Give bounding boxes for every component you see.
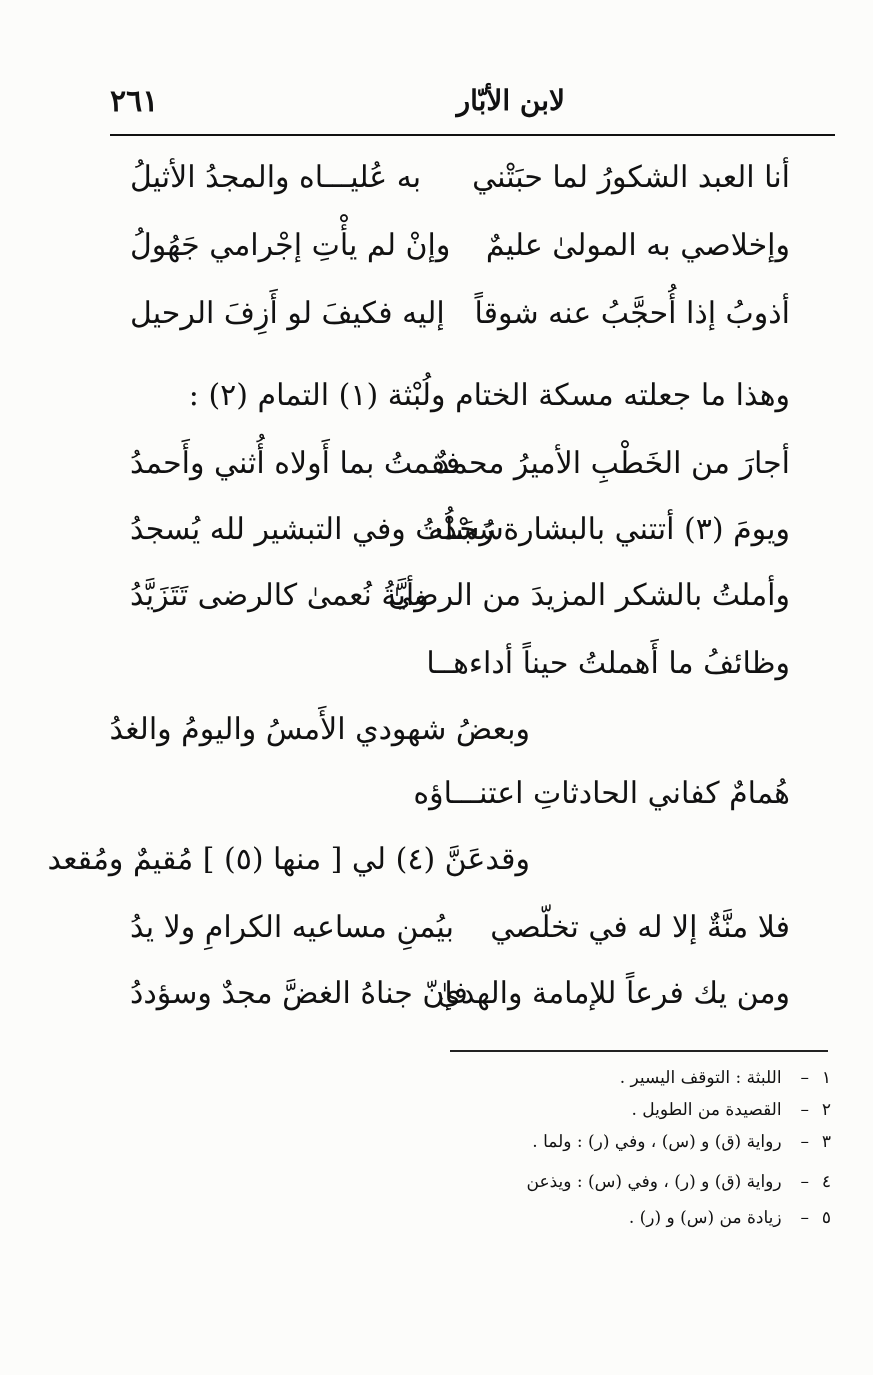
footnote-text: اللبثة : التوقف اليسير . xyxy=(619,1068,782,1088)
verse-first-hemistich: فلا منَّةٌ إلا له في تخلّصي xyxy=(490,910,790,945)
footnote-number: ٢ xyxy=(821,1100,831,1120)
verse-first-hemistich: ومن يك فرعاً للإمامة والهدىٰ xyxy=(437,976,790,1011)
footnote-rule xyxy=(450,1050,828,1052)
verse-second-hemistich: به عُليـــاه والمجدُ الأثيلُ xyxy=(130,160,422,195)
verse-second-hemistich: فإنّ جناهُ الغضَّ مجدٌ وسؤددُ xyxy=(130,976,468,1011)
running-title: لابن الأبّار xyxy=(456,84,565,117)
footnote-text: رواية (ق) و (ر) ، وفي (س) : ويذعن xyxy=(526,1172,782,1192)
footnote-number: ١ xyxy=(821,1068,831,1088)
verse-line xyxy=(110,446,790,506)
footnote-number: ٤ xyxy=(821,1172,831,1192)
footnote-text: القصيدة من الطويل . xyxy=(631,1100,782,1120)
verse-second-hemistich: بيُمنِ مساعيه الكرامِ ولا يدُ xyxy=(130,910,454,945)
prose-line xyxy=(110,646,790,706)
footnote: ٢– القصيدة من الطويل . xyxy=(631,1100,831,1120)
footnote-number: ٣ xyxy=(821,1132,831,1152)
verse-second-hemistich: إليه فكيفَ لو أَزِفَ الرحيل xyxy=(130,296,445,331)
prose-line xyxy=(47,842,790,902)
verse-line xyxy=(110,578,790,638)
verse-first-hemistich: وإخلاصي به المولىٰ عليمٌ xyxy=(485,228,790,263)
footnote: ١– اللبثة : التوقف اليسير . xyxy=(619,1068,831,1088)
verse-line xyxy=(110,910,790,970)
verse-second-hemistich: وأيَّةُ نُعمىٰ كالرضى تَتَزَيَّدُ xyxy=(130,578,429,613)
prose-line xyxy=(110,712,790,772)
verse-first-hemistich: أجارَ من الخَطْبِ الأميرُ محمدٌ xyxy=(435,446,790,481)
verse-line xyxy=(110,228,790,288)
prose-text: وبعضُ شهودي الأَمسُ واليومُ والغدُ xyxy=(109,712,530,747)
prose-text: وهذا ما جعلته مسكة الختام ولُبْثة (١) التمام (٢) : xyxy=(188,378,790,413)
prose-text: وظائفُ ما أَهملتُ حيناً أداءهــا xyxy=(426,646,790,681)
prose-line xyxy=(110,378,790,438)
header-rule xyxy=(110,134,835,136)
footnote: ٣– رواية (ق) و (س) ، وفي (ر) : ولما . xyxy=(532,1132,831,1152)
footnote: ٥– زيادة من (س) و (ر) . xyxy=(628,1208,831,1228)
verse-second-hemistich: سَجَدْتُ وفي التبشير لله يُسجدُ xyxy=(130,512,504,547)
verse-line xyxy=(110,512,790,572)
verse-first-hemistich: وأملتُ بالشكر المزيدَ من الرضىٰ xyxy=(388,578,790,613)
verse-line xyxy=(110,976,790,1036)
verse-line xyxy=(110,160,790,220)
prose-text: وقدعَنَّ (٤) لي [ منها (٥) ] مُقيمٌ ومُقعد xyxy=(47,842,530,877)
footnote: ٤– رواية (ق) و (ر) ، وفي (س) : ويذعن xyxy=(526,1172,831,1192)
verse-second-hemistich: فقمتُ بما أَولاه أُثني وأَحمدُ xyxy=(130,446,461,481)
verse-first-hemistich: أنا العبد الشكورُ لما حبَتْني xyxy=(472,160,790,195)
verse-line xyxy=(110,296,790,356)
footnote-text: زيادة من (س) و (ر) . xyxy=(628,1208,782,1228)
verse-first-hemistich: أذوبُ إذا أُحجَّبُ عنه شوقاً xyxy=(474,296,790,331)
verse-first-hemistich: ويومَ (٣) أتتني بالبشارة رُسْلُه xyxy=(428,512,790,547)
footnote-number: ٥ xyxy=(821,1208,831,1228)
page-number: ٢٦١ xyxy=(110,84,159,119)
verse-second-hemistich: وإنْ لم يأْتِ إجْرامي جَهُولُ xyxy=(130,228,451,263)
footnote-text: رواية (ق) و (س) ، وفي (ر) : ولما . xyxy=(532,1132,782,1152)
prose-text: هُمامٌ كفاني الحادثاتِ اعتنـــاؤه xyxy=(413,776,790,811)
page-header xyxy=(110,78,835,128)
prose-line xyxy=(110,776,790,836)
